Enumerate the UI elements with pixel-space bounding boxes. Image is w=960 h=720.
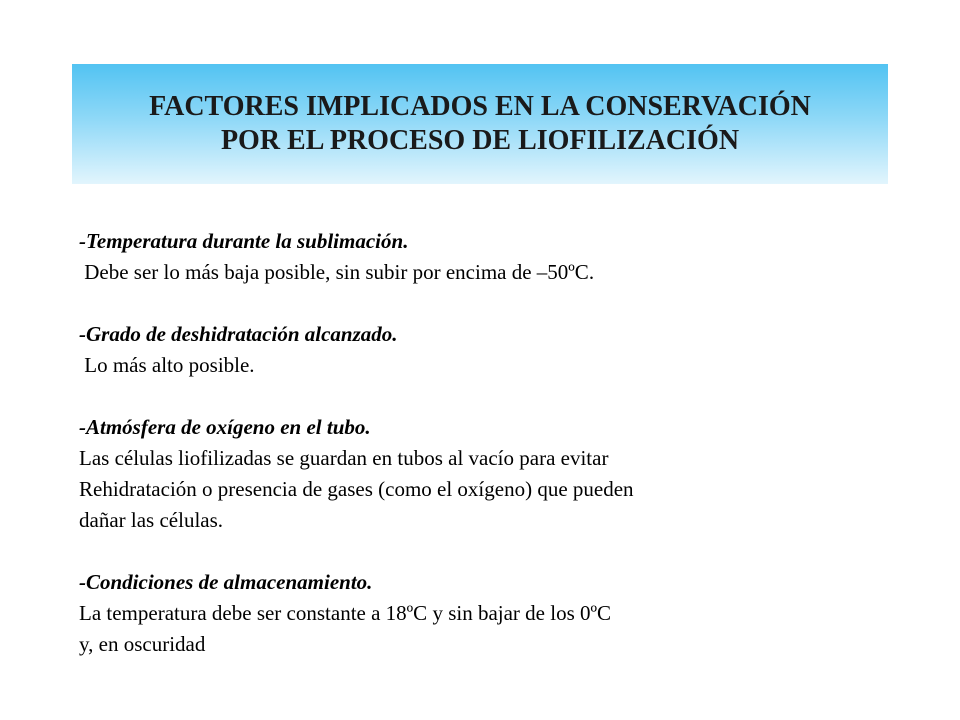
title-line-1: FACTORES IMPLICADOS EN LA CONSERVACIÓN [149, 91, 811, 122]
section-text: Debe ser lo más baja posible, sin subir por encima de –50ºC. [79, 260, 595, 284]
title-banner [72, 64, 888, 184]
section-text: Rehidratación o presencia de gases (como el oxígeno) que pueden [79, 477, 634, 501]
title-line-2: POR EL PROCESO DE LIOFILIZACIÓN [220, 125, 740, 156]
spacer [79, 288, 899, 319]
section-text: dañar las células. [79, 508, 224, 532]
section-text: y, en oscuridad [79, 632, 206, 656]
spacer [79, 536, 899, 567]
section-heading-temperatura: -Temperatura durante la sublimación. [79, 229, 409, 253]
spacer [79, 381, 899, 412]
section-heading-grado: -Grado de deshidratación alcanzado. [79, 322, 398, 346]
section-text: La temperatura debe ser constante a 18ºC y sin bajar de los 0ºC [79, 601, 612, 625]
body-text [79, 226, 899, 660]
section-heading-condiciones: -Condiciones de almacenamiento. [79, 570, 373, 594]
section-heading-atmosfera: -Atmósfera de oxígeno en el tubo. [79, 415, 371, 439]
section-text: Las células liofilizadas se guardan en tubos al vacío para evitar [79, 446, 609, 470]
section-text: Lo más alto posible. [79, 353, 255, 377]
